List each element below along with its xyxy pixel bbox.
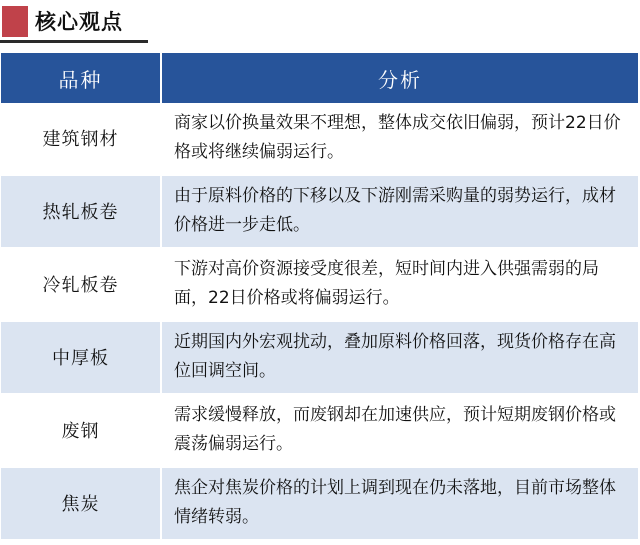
table-header-row bbox=[1, 53, 638, 103]
table-row bbox=[1, 467, 638, 540]
column-header-category: 品种 bbox=[1, 53, 161, 103]
analysis-cell: 焦企对焦炭价格的计划上调到现在仍未落地，目前市场整体情绪转弱。 bbox=[161, 467, 638, 540]
category-cell: 热轧板卷 bbox=[1, 175, 161, 248]
table-row bbox=[1, 248, 638, 321]
analysis-cell: 近期国内外宏观扰动，叠加原料价格回落，现货价格存在高位回调空间。 bbox=[161, 321, 638, 394]
analysis-cell: 需求缓慢释放，而废钢却在加速供应，预计短期废钢价格或震荡偏弱运行。 bbox=[161, 394, 638, 467]
analysis-cell: 下游对高价资源接受度很差，短时间内进入供强需弱的局面，22日价格或将偏弱运行。 bbox=[161, 248, 638, 321]
category-cell: 废钢 bbox=[1, 394, 161, 467]
table-row bbox=[1, 321, 638, 394]
header-accent-block bbox=[2, 6, 28, 37]
analysis-cell: 商家以价换量效果不理想，整体成交依旧偏弱，预计22日价格或将继续偏弱运行。 bbox=[161, 103, 638, 175]
analysis-table bbox=[1, 53, 638, 541]
table-row bbox=[1, 175, 638, 248]
section-header bbox=[0, 0, 640, 47]
category-cell: 中厚板 bbox=[1, 321, 161, 394]
category-cell: 建筑钢材 bbox=[1, 103, 161, 175]
section-title: 核心观点 bbox=[35, 10, 123, 34]
category-cell: 冷轧板卷 bbox=[1, 248, 161, 321]
analysis-cell: 由于原料价格的下移以及下游刚需采购量的弱势运行，成材价格进一步走低。 bbox=[161, 175, 638, 248]
header-underline bbox=[0, 40, 148, 43]
table-row bbox=[1, 394, 638, 467]
column-header-analysis: 分析 bbox=[161, 53, 638, 103]
category-cell: 焦炭 bbox=[1, 467, 161, 540]
table-row bbox=[1, 103, 638, 175]
